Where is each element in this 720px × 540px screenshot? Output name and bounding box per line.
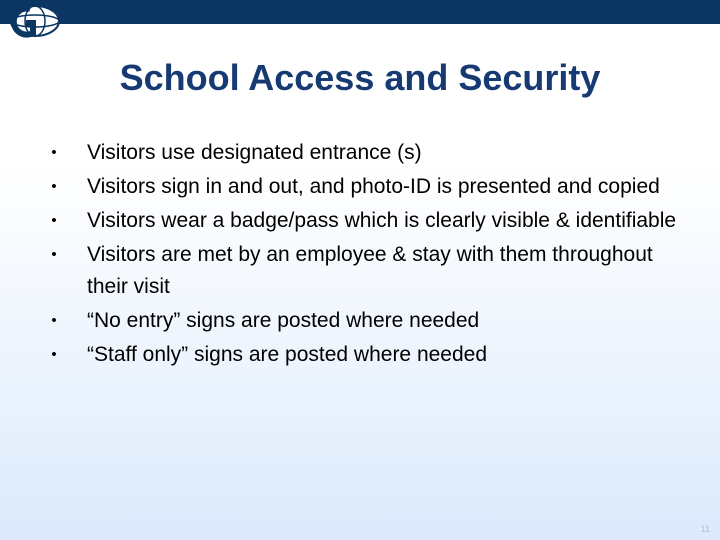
bullet-text: “Staff only” signs are posted where needed bbox=[87, 343, 488, 366]
header-bar bbox=[0, 0, 720, 24]
bullet-text: Visitors are met by an employee & stay with them throughout their visit bbox=[87, 243, 653, 298]
bullet-dot-icon: • bbox=[51, 212, 57, 229]
globe-g-logo-icon bbox=[4, 4, 60, 38]
bullet-item bbox=[48, 239, 688, 303]
bullet-item bbox=[48, 205, 688, 237]
bullet-text: Visitors use designated entrance (s) bbox=[87, 141, 422, 164]
bullet-dot-icon: • bbox=[51, 312, 57, 329]
bullet-dot-icon: • bbox=[51, 144, 57, 161]
bullet-text: Visitors sign in and out, and photo-ID is presented and copied bbox=[87, 175, 660, 198]
bullet-list bbox=[48, 137, 688, 373]
slide-number: 11 bbox=[700, 524, 710, 534]
bullet-item bbox=[48, 305, 688, 337]
bullet-item bbox=[48, 137, 688, 169]
bullet-item bbox=[48, 171, 688, 203]
bullet-text: “No entry” signs are posted where needed bbox=[87, 309, 480, 332]
bullet-text: Visitors wear a badge/pass which is clearly visible & identifiable bbox=[87, 209, 677, 232]
slide-title: School Access and Security bbox=[119, 57, 601, 98]
bullet-dot-icon: • bbox=[51, 346, 57, 363]
bullet-item bbox=[48, 339, 688, 371]
bullet-dot-icon: • bbox=[51, 246, 57, 263]
bullet-dot-icon: • bbox=[51, 178, 57, 195]
